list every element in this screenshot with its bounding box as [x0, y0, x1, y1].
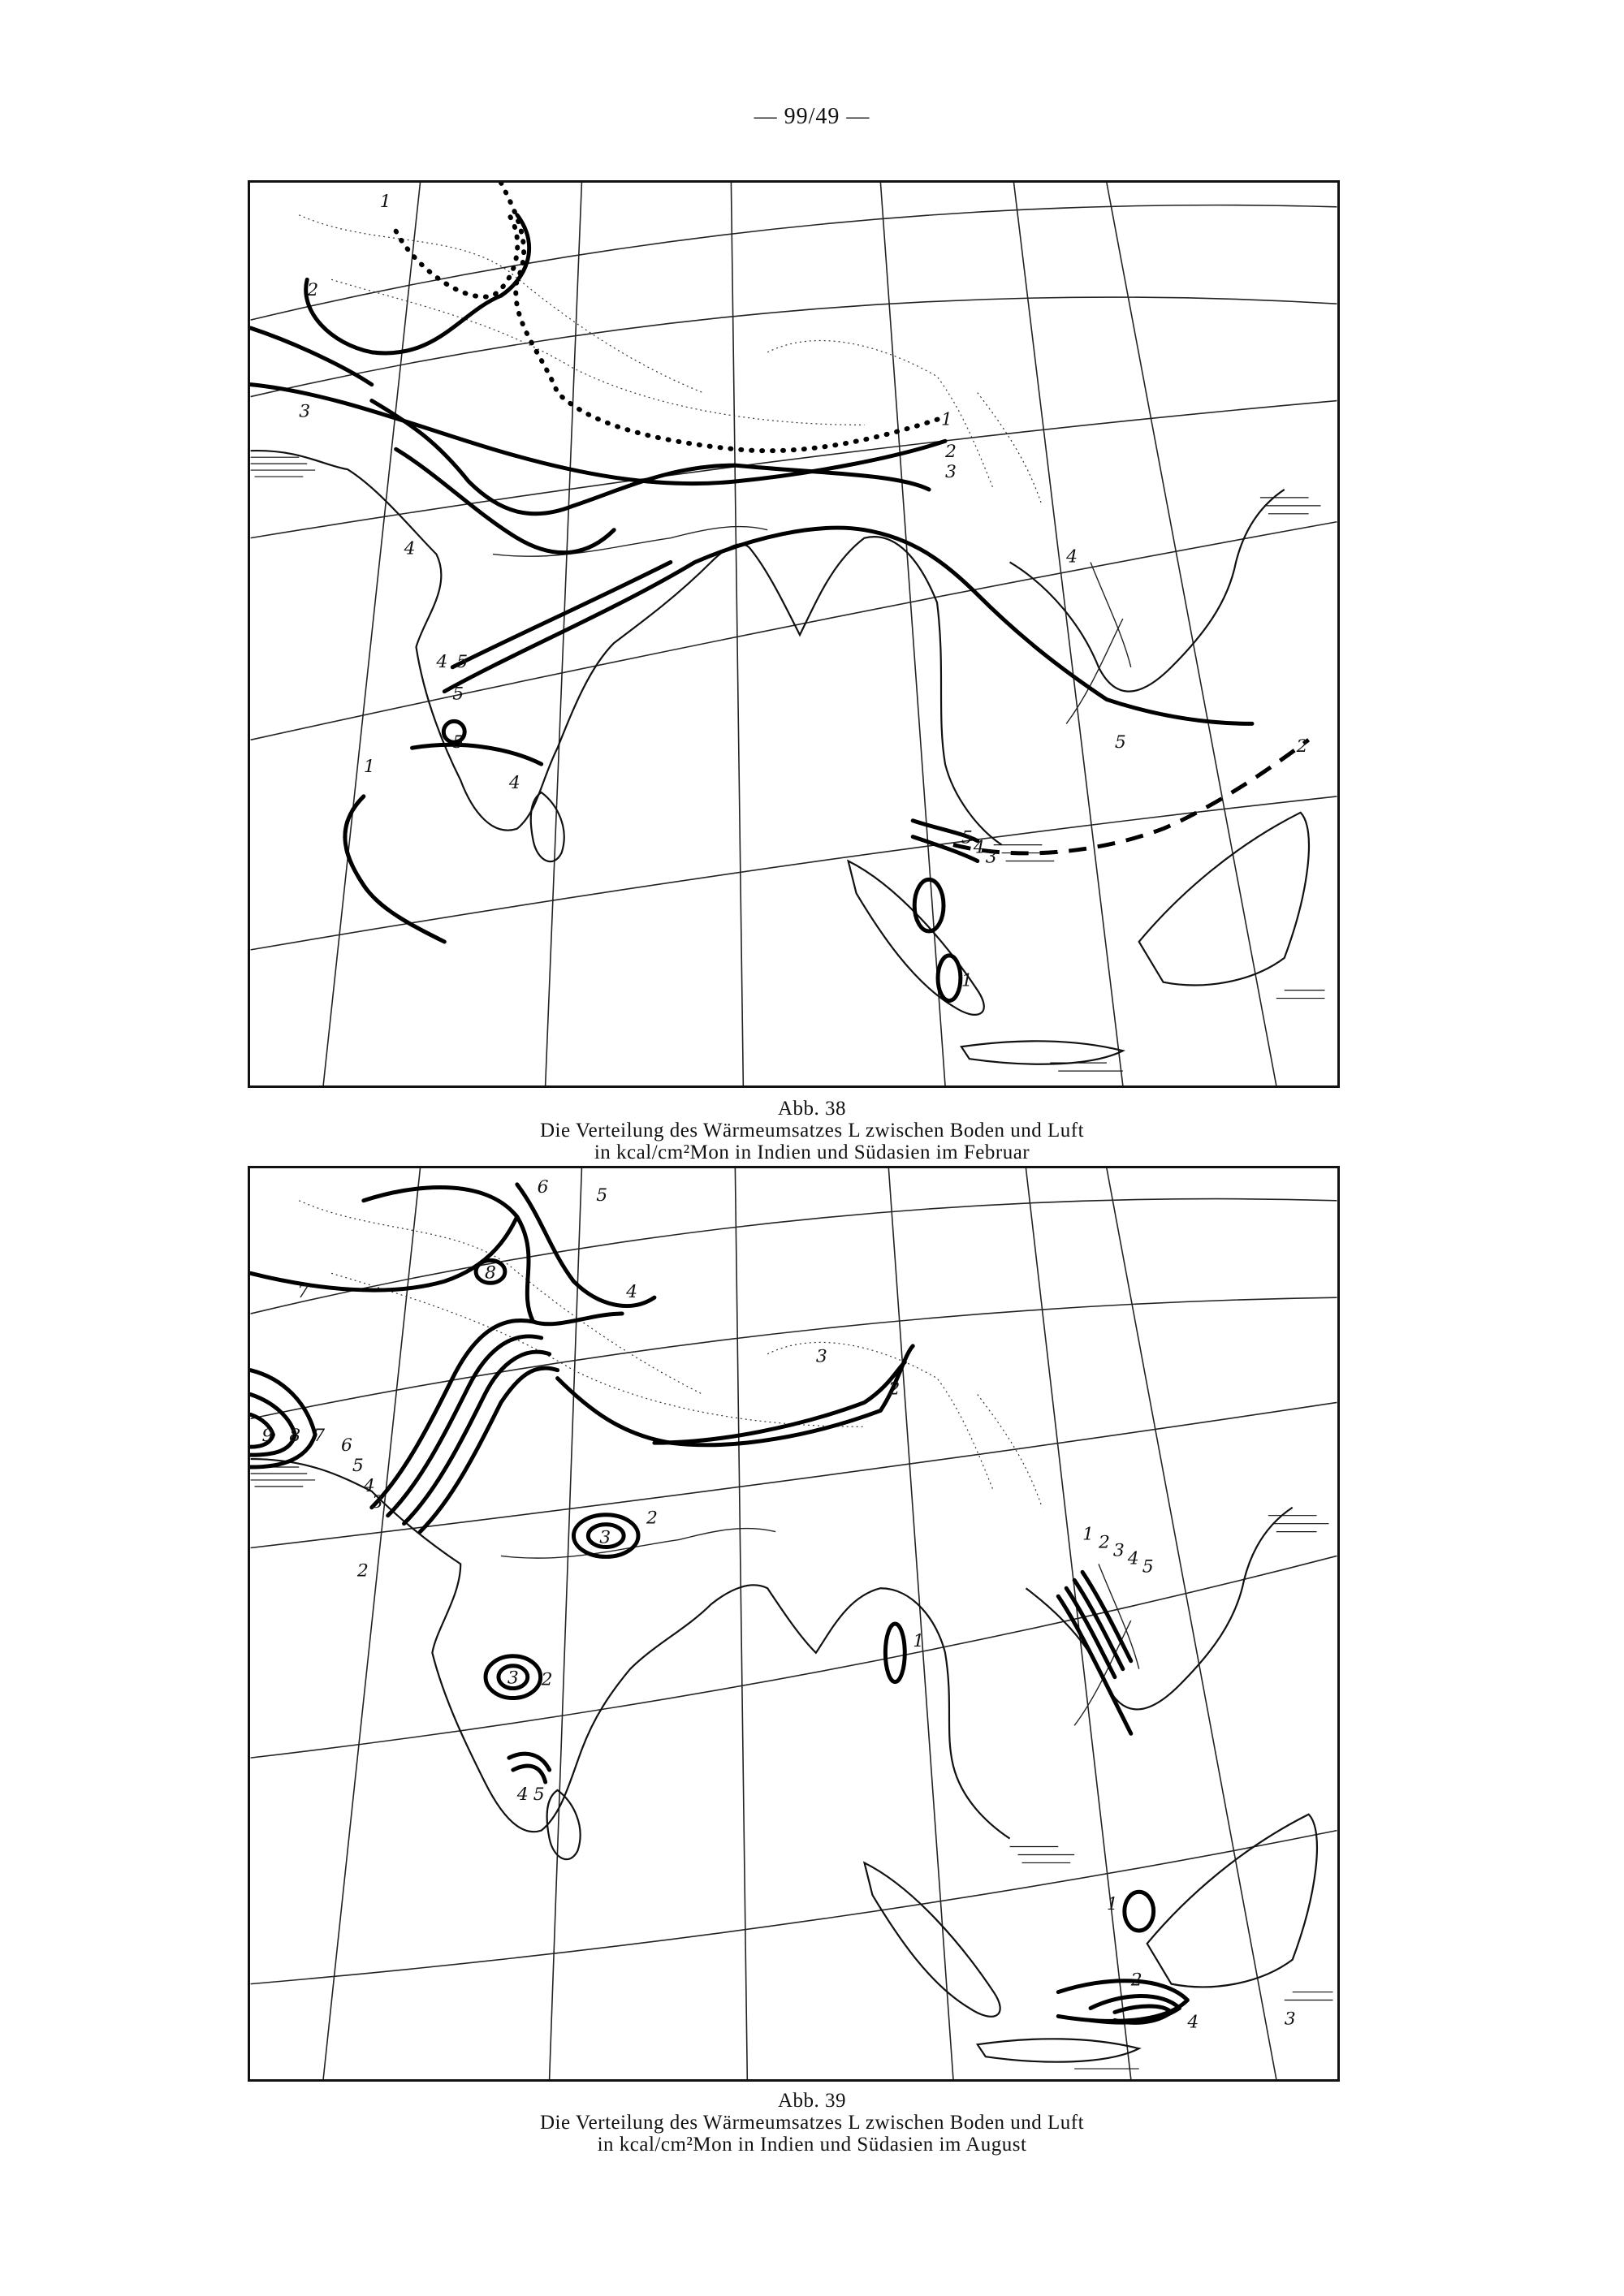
isoline-label: 5: [452, 684, 464, 705]
page-number: — 99/49 —: [754, 104, 870, 129]
caption-number: Abb. 39: [777, 2090, 847, 2112]
caption-line: in kcal/cm²Mon in Indien und Südasien im Februar: [594, 1142, 1030, 1163]
map-february: [248, 180, 1340, 1088]
isoline-label: 4: [516, 1784, 529, 1805]
isoline-label: 5: [352, 1456, 364, 1477]
coastal-hatching: [251, 1467, 1333, 2069]
map-february-svg: [250, 183, 1337, 1085]
isoline-label: 5: [1142, 1556, 1154, 1577]
isoline-label: 6: [537, 1176, 549, 1198]
rivers: [493, 527, 1131, 724]
isoline-label: 2: [541, 1669, 553, 1690]
isoline-label: 1: [941, 409, 952, 430]
graticule: [251, 1168, 1337, 2079]
isolines: [251, 1185, 1188, 2022]
isoline-label: 5: [452, 732, 464, 753]
isoline-label: 8: [289, 1426, 301, 1447]
isoline-label: 3: [815, 1346, 827, 1367]
map-august: [248, 1166, 1340, 2082]
graticule: [251, 183, 1337, 1085]
isoline-label: 4: [363, 1475, 375, 1496]
isoline-label: 5: [961, 827, 973, 848]
isoline-label: 4: [1066, 546, 1078, 568]
isoline-label: 2: [944, 442, 957, 463]
isoline-label: 2: [646, 1508, 658, 1529]
caption-line: Die Verteilung des Wärmeumsatzes L zwischen Boden und Luft: [539, 2112, 1085, 2134]
isoline-label: 4: [626, 1282, 638, 1303]
isoline-label: 4: [404, 538, 416, 559]
relief-contours: [299, 215, 1042, 506]
isoline-label: 2: [1130, 1970, 1142, 1991]
isoline-label: 4: [1187, 2012, 1199, 2033]
isoline-label: 6: [340, 1435, 352, 1457]
isoline-label: 8: [485, 1262, 496, 1284]
isoline-label: 5: [533, 1784, 545, 1805]
isoline-label: 1: [913, 1630, 925, 1651]
isoline-label: 4: [973, 837, 985, 858]
caption-line: Die Verteilung des Wärmeumsatzes L zwischen Boden und Luft: [539, 1120, 1085, 1142]
isoline-label: 7: [313, 1426, 326, 1447]
caption-number: Abb. 38: [777, 1098, 847, 1120]
isoline-label: 7: [297, 1282, 309, 1303]
isoline-label: 5: [596, 1185, 608, 1206]
isoline-label: 2: [888, 1379, 901, 1400]
isolines: [251, 183, 1309, 1001]
caption-line: in kcal/cm²Mon in Indien und Südasien im August: [597, 2134, 1027, 2156]
isoline-label: 5: [456, 651, 469, 672]
isoline-label: 3: [371, 1491, 383, 1513]
isoline-label: 2: [1296, 736, 1308, 757]
isoline-label: 1: [1106, 1894, 1118, 1915]
isoline-labels: [299, 192, 1307, 991]
isoline-label: 3: [944, 462, 957, 483]
isoline-label: 4: [1127, 1548, 1139, 1569]
isoline-label: 3: [599, 1527, 611, 1548]
isoline-label: 1: [363, 757, 375, 778]
isoline-label: 1: [961, 970, 973, 991]
map-august-svg: [250, 1168, 1337, 2079]
isoline-label: 2: [1098, 1532, 1110, 1553]
coastlines: [251, 1459, 1317, 2062]
isoline-label: 3: [299, 401, 311, 422]
isoline-label: 3: [985, 847, 997, 868]
isoline-label: 1: [379, 191, 391, 212]
isoline-label: 1: [1082, 1524, 1095, 1545]
isoline-label: 9: [261, 1426, 274, 1447]
figure-caption-august: [0, 2090, 1624, 2156]
isoline-label: 2: [356, 1560, 369, 1582]
isoline-label: 3: [507, 1668, 519, 1689]
isoline-label: 4: [436, 651, 448, 672]
isoline-label: 3: [1284, 2009, 1296, 2030]
figure-caption-february: [0, 1098, 1624, 1163]
isoline-label: 5: [1114, 732, 1126, 753]
isoline-label: 2: [307, 280, 319, 301]
isoline-label: 3: [1112, 1540, 1125, 1561]
isoline-label: 4: [508, 772, 520, 793]
